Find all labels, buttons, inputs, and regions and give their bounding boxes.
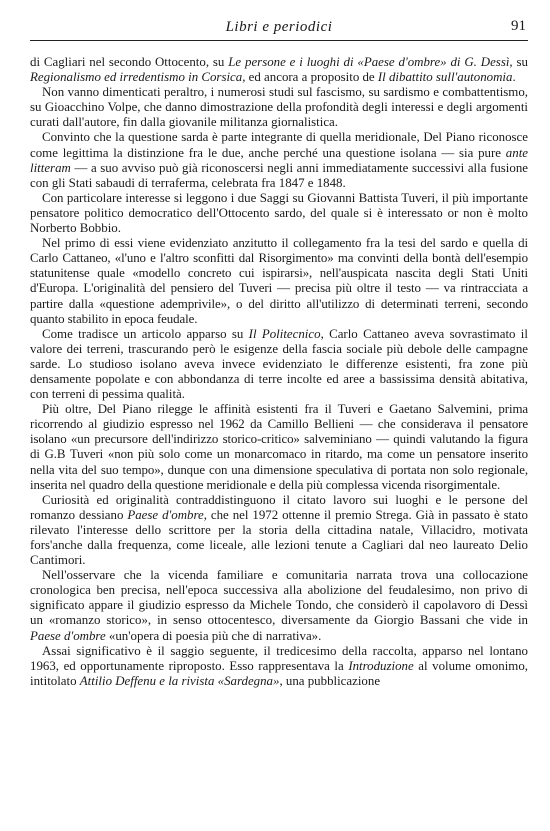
italic-title: Paese d'ombre [127,507,204,522]
paragraph [30,493,528,568]
text-run: Nell'osservare che la vicenda familiare e comunitaria narrata trova una collocazione cronologica ben precisa, nell'epoca successiva alla abolizione del feudalesimo, non privo di significato appare il giudizio espresso da Michele Tondo, che considerò il capolavoro di Dessì un «romanzo storico», in senso ottocentesco, diversamente da Giorgio Bassani che vide in [30,568,528,628]
header-rule [30,40,528,41]
italic-title: Paese d'ombre [30,628,106,643]
text-run: , Carlo Cattaneo aveva sovrastimato il valore dei terreni, trascurando però le esigenze della fascia sociale più debole delle campagne sarde. Lo studioso isolano aveva invece evidenziato le differenze esistenti, fra zone più densamente popolate e con abbondanza di terre incolte ed aree a bassissima densità abitativa, con terreni di pessima qualità. [30,326,528,402]
italic-title: ante litteram [30,145,528,175]
paragraph [30,402,528,493]
italic-title: Il Politecnico [248,326,321,341]
paragraph [30,568,528,643]
text-run: , su [509,55,528,69]
text-run: Come tradisce un articolo apparso su [42,326,249,341]
text-run: . [512,70,516,85]
text-run: di Cagliari nel secondo Ottocento, su [30,55,229,69]
text-run: — a suo avviso può già riconoscersi negli anni immediatamente successivi alla fusione con gli Stati sabaudi di terraferma, celebrata fra 1847 e 1848. [30,160,528,190]
italic-title: Introduzione [348,658,414,673]
paragraph [30,130,528,190]
paragraph [30,55,528,85]
page-number: 91 [511,18,526,34]
text-run: Con particolare interesse si leggono i due Saggi su Giovanni Battista Tuveri, il più importante pensatore politico democratico dell'Ottocento sardo, del quale si è interessato or non è molto Norberto Bobbio. [30,190,528,236]
body-text [30,55,528,689]
text-run: , ed ancora a proposito de [242,70,378,85]
text-run: Nel primo di essi viene evidenziato anzitutto il collegamento fra la tesi del sardo e quella di Carlo Cattaneo, «l'uno e l'altro sconfitti dal Risorgimento» ma convinti della bontà dell'esempio statunitense quale «modello concreto cui ispirarsi», nell'auspicata nascita degli Stati Uniti d'Europa. L'originalità del pensiero del Tuveri — precisa più oltre il testo — va rintracciata a partire dalla «questione ademprivile», o del diritto all'utilizzo di determinati terreni, secondo quanto stabilito in epoca feudale. [30,236,528,326]
paragraph [30,85,528,130]
text-run: Convinto che la questione sarda è parte integrante di quella meridionale, Del Piano riconosce come legittima la distinzione fra le due, anche perché una questione isolana — sia pure [30,130,528,160]
italic-title: Il dibattito sull'autonomia [377,70,513,85]
paragraph [30,327,528,402]
paragraph [30,236,528,327]
italic-title: Le persone e i luoghi di «Paese d'ombre» di G. Dessì [228,55,510,69]
text-run: Assai significativo è il saggio seguente, il tredicesimo della raccolta, apparso nel lontano 1963, ed opportunamente riproposto. Esso rappresentava la [30,643,528,673]
text-run: , che nel 1972 ottenne il premio Strega. Già in passato è stato rilevato l'interesse dello scrittore per la storia della cittadina natale, Villacidro, motivata fors'anche dalla frequenza, come liceale, alle lezioni tenute a Cagliari dal neo laureato Delio Cantimori. [30,507,528,568]
text-run: «un'opera di poesia più che di narrativa». [105,628,322,643]
running-title: Libri e periodici [225,19,333,35]
text-run: Più oltre, Del Piano rilegge le affinità esistenti fra il Tuveri e Gaetano Salvemini, prima ricorrendo al giudizio espresso nel 1962 da Camillo Bellieni — che considerava il pensatore isolano «un precursore dell'indirizzo storico-critico» salveminiano — quindi valutando la figura di G.B Tuveri «non più solo come un monarcomaco in ritardo, ma come un pensatore inserito nella vita del suo tempo», dunque con una dimensione speculativa di portata non solo regionale, inserita nel quadro della questione meridionale e della più complessa vicenda risorgimentale. [30,402,528,492]
text-run: al volume omonimo, intitolato [30,658,529,688]
running-header [30,18,528,40]
page [30,0,528,831]
paragraph [30,191,528,236]
text-run: , una pubblicazione [279,673,381,688]
italic-title: Attilio Deffenu e la rivista «Sardegna» [79,673,280,688]
italic-title: Regionalismo ed irredentismo in Corsica [30,70,243,85]
text-run: Curiosità ed originalità contraddistinguono il citato lavoro sui luoghi e le persone del romanzo dessiano [30,492,528,522]
text-run: Non vanno dimenticati peraltro, i numerosi studi sul fascismo, su sardismo e combattentismo, su Gioacchino Volpe, che danno dimostrazione della profondità degli interessi e degli argomenti curati dall'autore, fin dalla giovanile militanza giornalistica. [30,85,528,130]
paragraph [30,644,528,689]
